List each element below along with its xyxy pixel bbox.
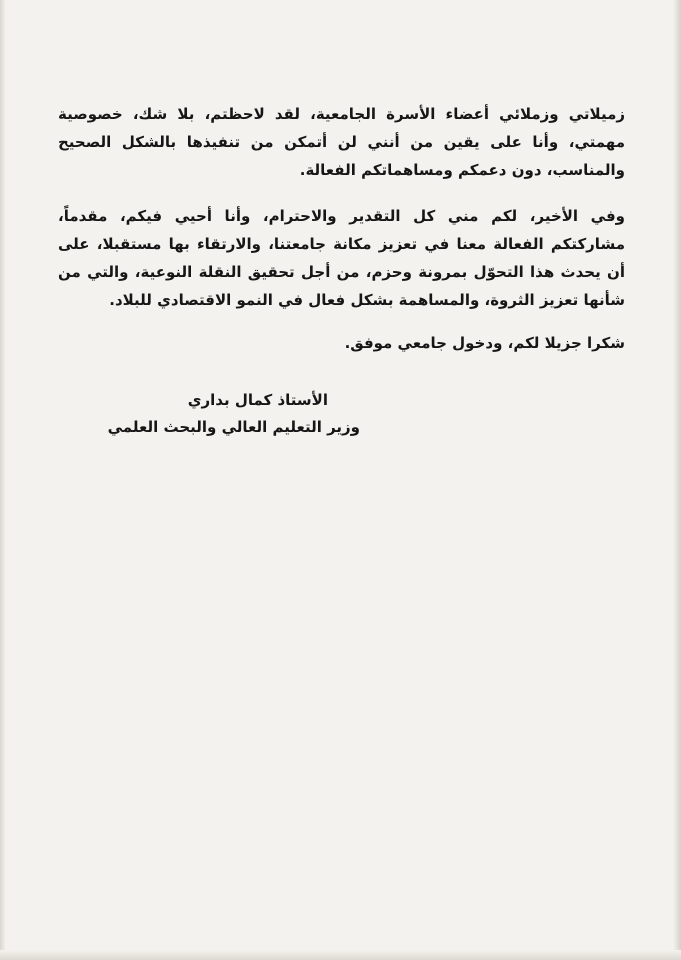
letter-body bbox=[58, 100, 625, 441]
paragraph-thanks: شكرا جزيلا لكم، ودخول جامعي موفق. bbox=[344, 334, 625, 352]
signature-name: الأستاذ كمال بداري bbox=[187, 391, 328, 409]
scan-edge-right bbox=[673, 0, 681, 960]
signature-title: وزير التعليم العالي والبحث العلمي bbox=[107, 418, 360, 436]
signature-block bbox=[58, 387, 360, 441]
paragraph-closing: وفي الأخير، لكم مني كل التقدير والاحترام، وأنا أحيي فيكم، مقدماً، مشاركتكم الفعالة معنا في تعزيز مكانة جامعتنا، والارتقاء بها مستقبلا، على أن يحدث هذا التحوّل بمرونة وحزم، من أجل تحقيق النقلة النوعية، والتي من شأنها تعزيز الثروة، والمساهمة بشكل فعال في النمو الاقتصادي للبلاد. bbox=[58, 207, 625, 309]
scan-edge-bottom bbox=[0, 950, 681, 960]
scan-edge-left bbox=[0, 0, 6, 960]
paragraph-colleagues: زميلاتي وزملائي أعضاء الأسرة الجامعية، لقد لاحظتم، بلا شك، خصوصية مهمتي، وأنا على يقين من أنني لن أتمكن من تنفيذها بالشكل الصحيح والمناسب، دون دعمكم ومساهماتكم الفعالة. bbox=[58, 105, 625, 179]
